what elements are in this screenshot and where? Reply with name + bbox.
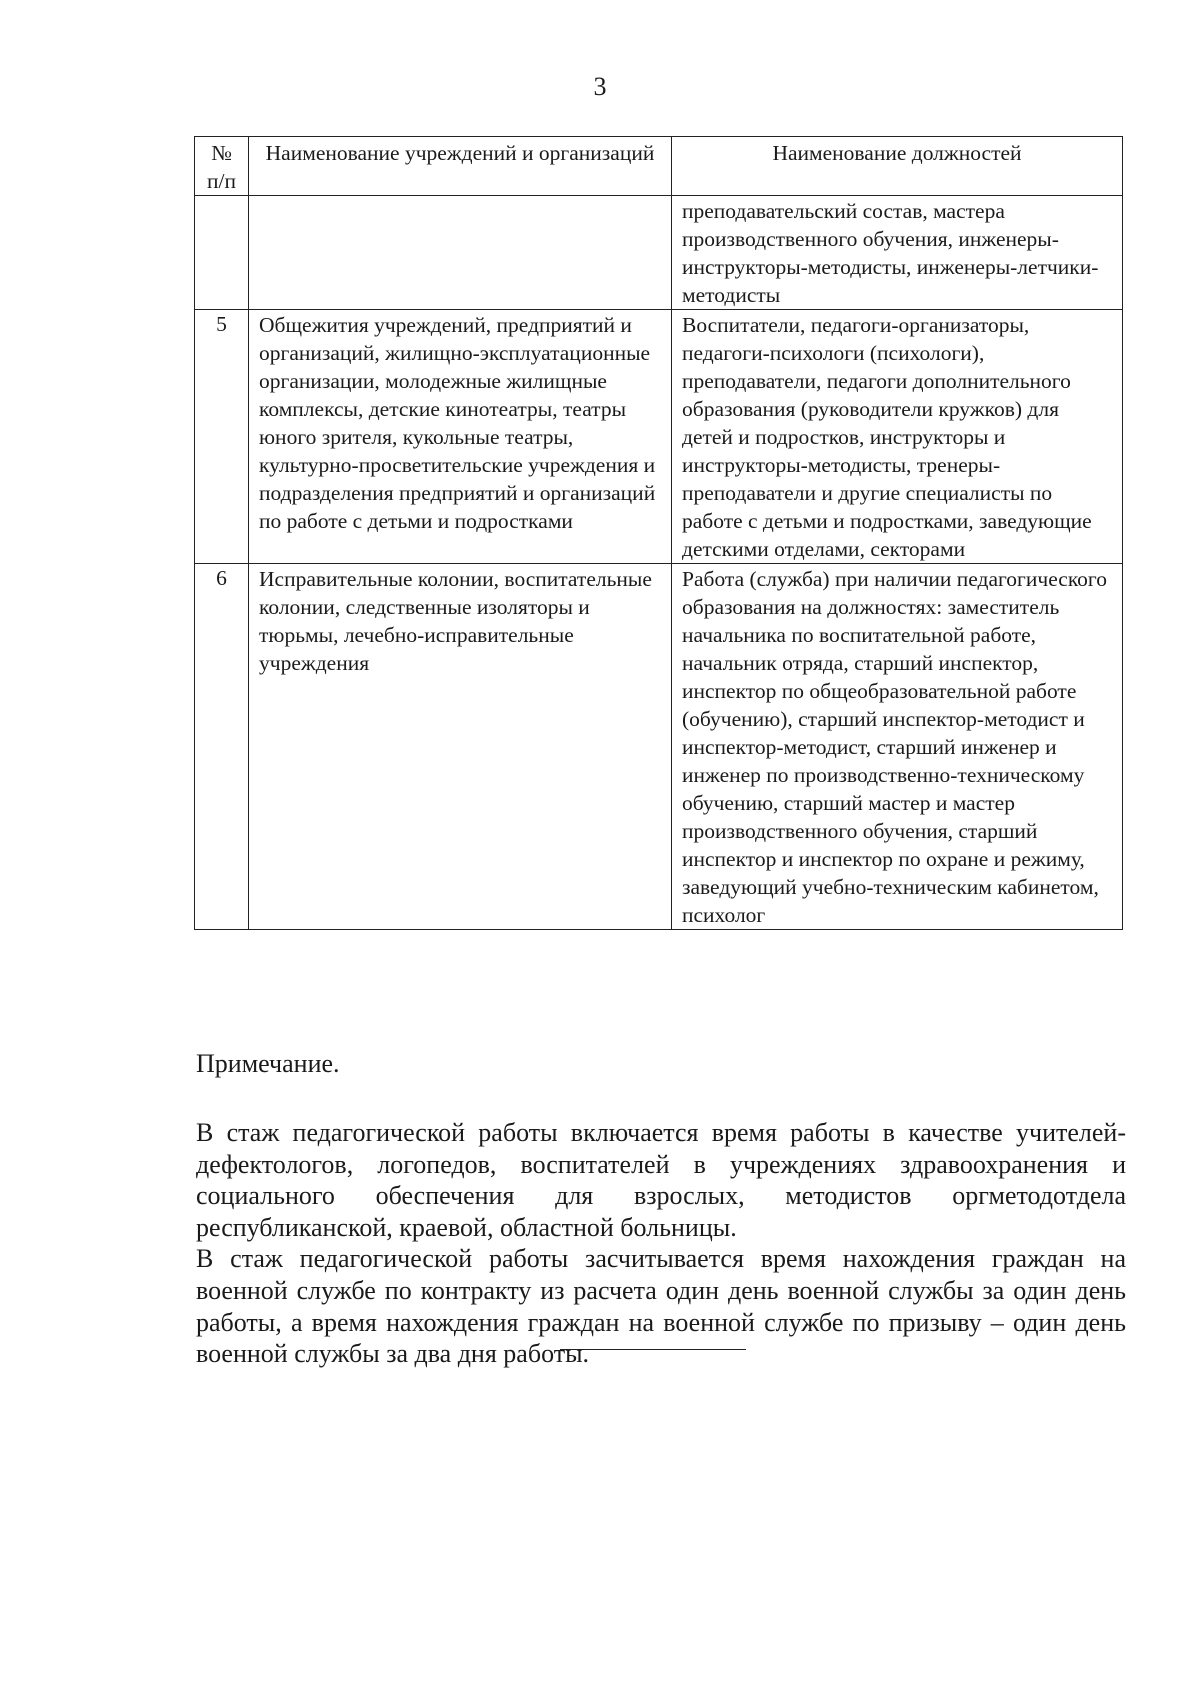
note-body xyxy=(196,1117,1126,1370)
table-row xyxy=(195,310,1123,564)
row-num: 5 xyxy=(195,310,249,564)
table-header-row xyxy=(195,137,1123,196)
end-divider xyxy=(560,1349,746,1350)
row-position: Воспитатели, педагоги-организаторы, педагоги-психологи (психологи), преподаватели, педагоги дополнительного образования (руководители кружков) для детей и подростков, инструкторы и инструкторы-методисты, тренеры-преподаватели и другие специалисты по работе с детьми и подростками, заведующие детскими отделами, секторами xyxy=(672,310,1123,564)
row-institution: Исправительные колонии, воспитательные колонии, следственные изоляторы и тюрьмы, лечебно-исправительные учреждения xyxy=(249,564,672,930)
row-num: 6 xyxy=(195,564,249,930)
table-row xyxy=(195,564,1123,930)
positions-table xyxy=(194,136,1123,930)
note-paragraph: В стаж педагогической работы засчитывается время нахождения граждан на военной службе по контракту из расчета один день военной службы за один день работы, а время нахождения граждан на военной службе по призыву – один день военной службы за два дня работы. xyxy=(196,1244,1126,1369)
row-institution: Общежития учреждений, предприятий и организаций, жилищно-эксплуатационные организации, молодежные жилищные комплексы, детские кинотеатры, театры юного зрителя, кукольные театры, культурно-просветительские учреждения и подразделения предприятий и организаций по работе с детьми и подростками xyxy=(249,310,672,564)
page-number: 3 xyxy=(593,72,607,101)
table-row xyxy=(195,196,1123,310)
row-num xyxy=(195,196,249,310)
note-paragraph: В стаж педагогической работы включается время работы в качестве учителей-дефектологов, логопедов, воспитателей в учреждениях здравоохранения и социального обеспечения для взрослых, методистов оргметодотдела республиканской, краевой, областной больницы. xyxy=(196,1118,1126,1242)
note-title: Примечание. xyxy=(196,1049,340,1078)
row-position: преподавательский состав, мастера производственного обучения, инженеры-инструкторы-методисты, инженеры-летчики-методисты xyxy=(672,196,1123,310)
row-position: Работа (служба) при наличии педагогического образования на должностях: заместитель начальника по воспитательной работе, начальник отряда, старший инспектор, инспектор по общеобразовательной работе (обучению), старший инспектор-методист и инспектор-методист, старший инженер и инженер по производственно-техническому обучению, старший мастер и мастер производственного обучения, старший инспектор и инспектор по охране и режиму, заведующий учебно-техническим кабинетом, психолог xyxy=(672,564,1123,930)
header-institution: Наименование учреждений и организаций xyxy=(249,137,672,196)
header-num: № п/п xyxy=(195,137,249,196)
header-position: Наименование должностей xyxy=(672,137,1123,196)
row-institution xyxy=(249,196,672,310)
